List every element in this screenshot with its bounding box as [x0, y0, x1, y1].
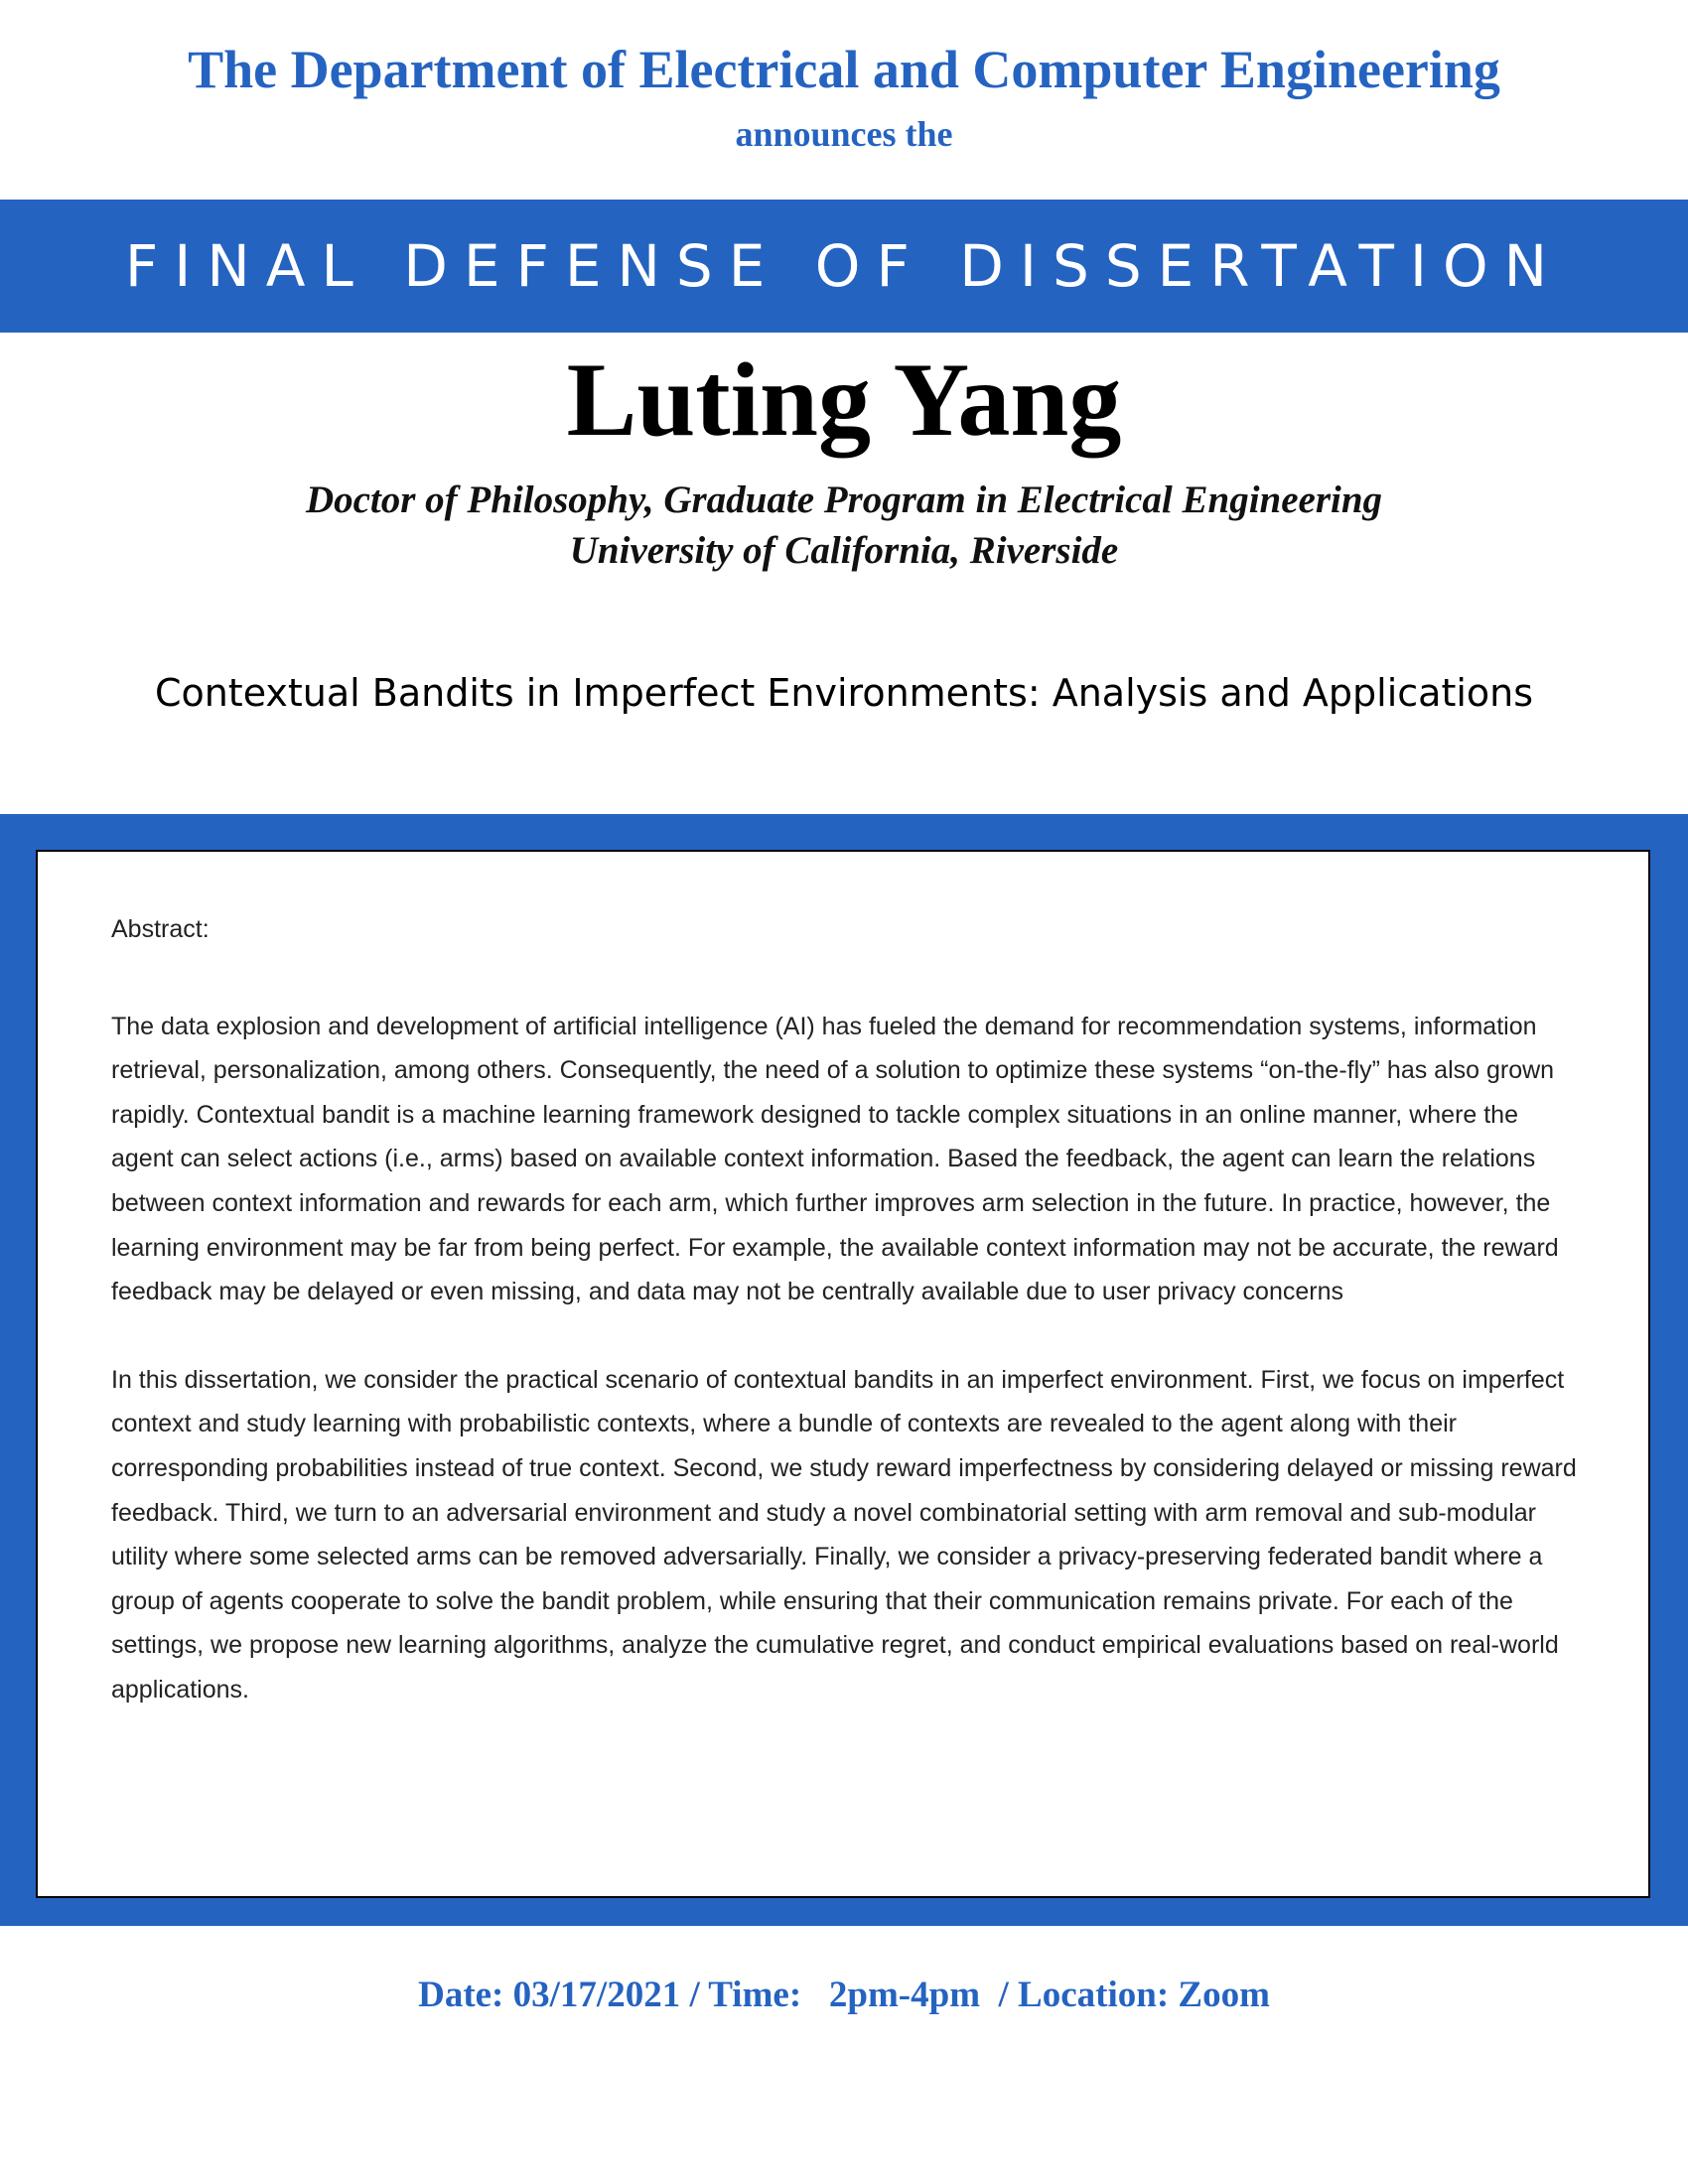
event-details: Date: 03/17/2021 / Time: 2pm-4pm / Location: Zoom [418, 1975, 1270, 2015]
university-line: University of California, Riverside [569, 529, 1119, 572]
abstract-frame-left [0, 814, 36, 1926]
abstract-paragraph: In this dissertation, we consider the practical scenario of contextual bandits in an imperfect environment. First, we focus on imperfect context and study learning with probabilistic contexts, where a bundle of contexts are revealed to the agent along with their corresponding probabilities instead of true context. Second, we study reward imperfectness by considering delayed or missing reward feedback. Third, we turn to an adversarial environment and study a novel combinatorial setting with arm removal and sub-modular utility where some selected arms can be removed adversarially. Finally, we consider a privacy-preserving federated bandit where a group of agents cooperate to solve the bandit problem, while ensuring that their communication remains private. For each of the settings, we propose new learning algorithms, analyze the cumulative regret, and conduct empirical evaluations based on real-world applications. [111, 1365, 1577, 1704]
dissertation-title: Contextual Bandits in Imperfect Environments: Analysis and Applications [154, 671, 1534, 715]
abstract-content [111, 907, 1581, 1712]
title-banner [0, 200, 1688, 333]
degree-line: Doctor of Philosophy, Graduate Program in Electrical Engineering [305, 478, 1383, 521]
candidate-name: Luting Yang [566, 341, 1122, 458]
abstract-label: Abstract: [111, 915, 210, 943]
abstract-frame-bottom [0, 1898, 1688, 1926]
abstract-paragraph: The data explosion and development of artificial intelligence (AI) has fueled the demand for recommendation systems, information retrieval, personalization, among others. Consequently, the need of a solution to optimize these systems “on-the-fly” has also grown rapidly. Contextual bandit is a machine learning framework designed to tackle complex situations in an online manner, where the agent can select actions (i.e., arms) based on available context information. Based the feedback, the agent can learn the relations between context information and rewards for each arm, which further improves arm selection in the future. In practice, however, the learning environment may be far from being perfect. For example, the available context information may not be accurate, the reward feedback may be delayed or even missing, and data may not be centrally available due to user privacy concerns [111, 1012, 1559, 1306]
department-heading: The Department of Electrical and Computer Engineering [188, 40, 1500, 99]
abstract-frame-top [0, 814, 1688, 850]
banner-title: FINAL DEFENSE OF DISSERTATION [124, 232, 1564, 300]
announces-line: announces the [735, 114, 953, 154]
abstract-box [36, 850, 1650, 1898]
abstract-frame-right [1650, 814, 1688, 1926]
